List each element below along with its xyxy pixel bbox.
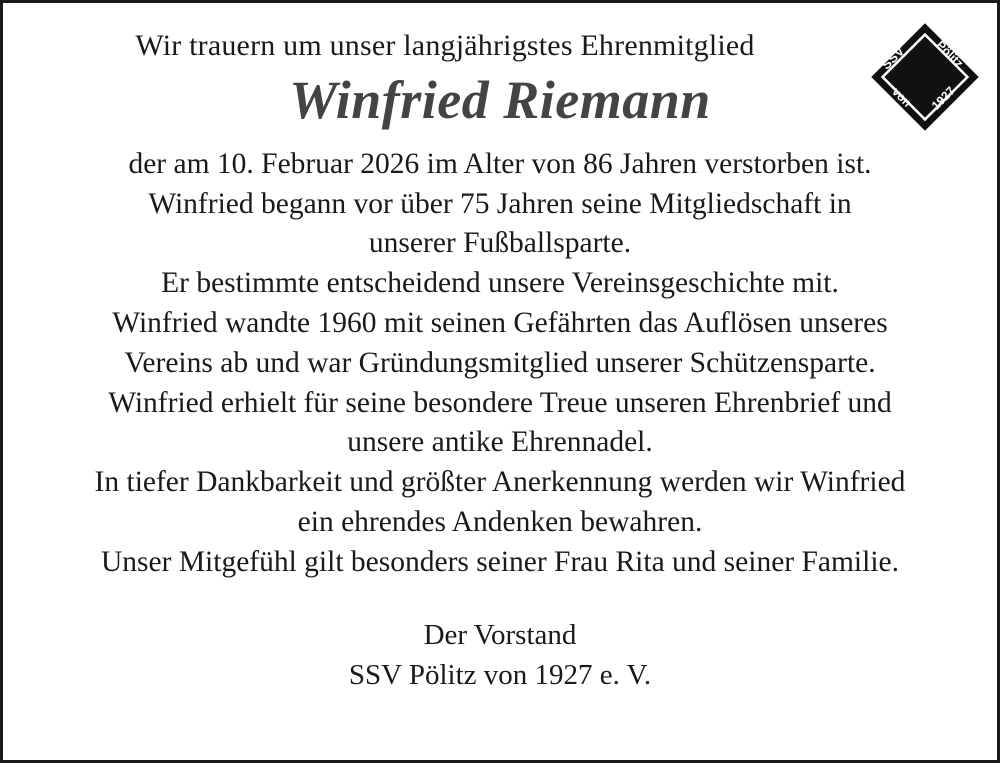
notice-body-line: Winfried erhielt für seine besondere Treue unseren Ehrenbrief und: [108, 386, 892, 419]
notice-body-line: Unser Mitgefühl gilt besonders seiner Frau Rita und seiner Familie.: [101, 545, 899, 578]
notice-body-line: unsere antike Ehrennadel.: [347, 426, 653, 459]
notice-body-line: ein ehrendes Andenken bewahren.: [297, 506, 703, 538]
notice-body-line: der am 10. Februar 2026 im Alter von 86 Jahren verstorben ist.: [128, 147, 872, 180]
logo-text-bottom-left: von: [889, 84, 915, 110]
club-logo: [869, 21, 981, 133]
signature-line: SSV Pölitz von 1927 e. V.: [348, 658, 652, 691]
signature-line: Der Vorstand: [423, 618, 577, 651]
logo-text-top-left: SSV: [878, 43, 908, 73]
notice-signature: [17, 615, 983, 695]
logo-text-bottom-right: 1927: [928, 83, 958, 113]
deceased-name: Winfried Riemann: [289, 69, 711, 130]
notice-body-line: Er bestimmte entscheidend unsere Vereinsgeschichte mit.: [161, 267, 839, 300]
notice-body-line: Winfried wandte 1960 mit seinen Gefährten das Auflösen unseres: [112, 306, 888, 339]
notice-body: [17, 145, 983, 583]
logo-text-top-right: Pölitz: [933, 37, 967, 71]
notice-lead-text: Wir trauern um unser langjährigstes Ehrenmitglied: [135, 29, 755, 62]
notice-body-line: Winfried begann vor über 75 Jahren seine Mitgliedschaft in: [148, 187, 852, 220]
notice-body-line: unserer Fußballsparte.: [368, 227, 632, 260]
notice-body-line: In tiefer Dankbarkeit und größter Anerkennung werden wir Winfried: [94, 466, 906, 499]
notice-body-line: Vereins ab und war Gründungsmitglied unserer Schützensparte.: [124, 346, 876, 379]
